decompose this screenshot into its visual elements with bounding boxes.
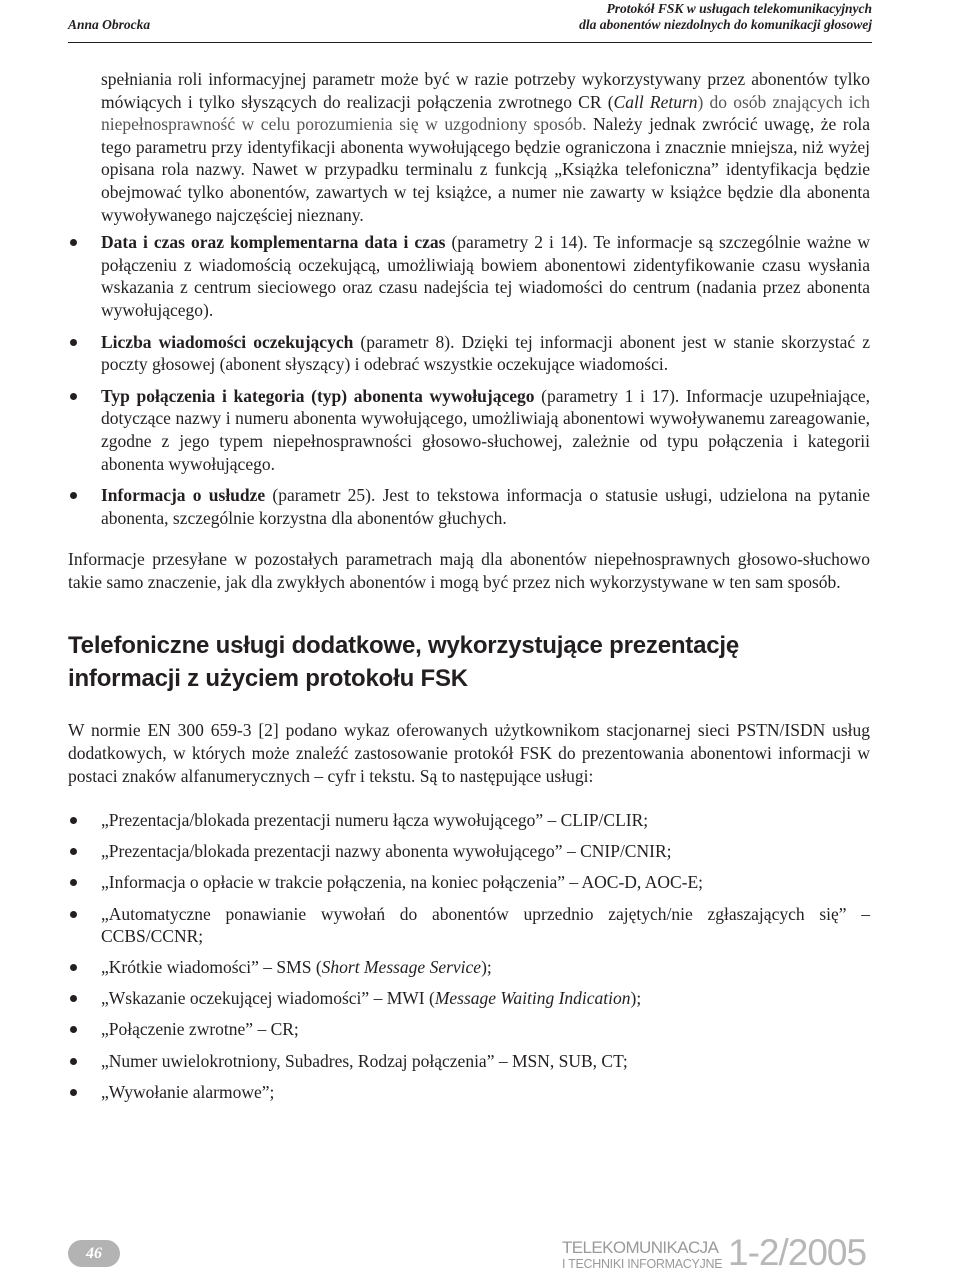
bullet-icon [70, 879, 77, 886]
list-item-text: „Automatyczne ponawianie wywołań do abonentów uprzednio zajętych/nie zgłaszających się” – CCBS/CCNR; [101, 903, 870, 947]
journal-brand [562, 1240, 722, 1272]
intro-text-1: spełniania roli informacyjnej parametr może być w razie potrzeby wykorzystywany przez abonentów tylko mówiących i tylko słyszących do realizacji połączenia zwrotnego CR ( [101, 69, 870, 112]
list-item-title: Informacja o usłudze [101, 485, 266, 506]
section-paragraph: W normie EN 300 659-3 [2] podano wykaz oferowanych użytkownikom stacjonarnej sieci PSTN/ISDN usług dodatkowych, w których może znaleźć zastosowanie protokół FSK do prezentowania abonentowi informacji w postaci znaków alfanumerycznych – cyfr i tekstu. Są to następujące usługi: [68, 720, 870, 786]
bullet-icon [70, 911, 77, 918]
list-item [68, 987, 870, 1010]
list-item-italic: Short Message Service [321, 957, 482, 978]
section-heading-line1: Telefoniczne usługi dodatkowe, wykorzystujące prezentację [68, 632, 740, 660]
list-item [68, 1050, 870, 1073]
summary-paragraph: Informacje przesyłane w pozostałych parametrach mają dla abonentów niepełnosprawnych głosowo-słuchowo takie samo znaczenie, jak dla zwykłych abonentów i mogą być przez nich wykorzystywane w ten sam sposób. [68, 549, 870, 592]
page-number: 46 [68, 1240, 120, 1267]
bullet-icon [70, 995, 77, 1002]
list-item-title: Data i czas oraz komplementarna data i czas [101, 232, 446, 253]
list-item-after: ); [630, 988, 642, 1009]
list-item-after: ); [481, 957, 492, 978]
list-item-text: (parametry 2 i 14). Te informacje są szczególnie ważne w połączeniu z wiadomością oczekującą, umożliwiają bowiem abonentowi zidentyfikowanie czasu wysłania wskazania z centrum sieciowego oraz czasu nadejścia tej wiadomości do centrum (nadania przez abonenta wywołującego). [101, 232, 870, 320]
bullet-icon [70, 1058, 77, 1065]
bullet-icon [70, 964, 77, 971]
intro-text-gray: ) do osób znających ich niepełnosprawność w celu porozumienia się w uzgodniony sposób. [101, 91, 871, 135]
list-item [68, 871, 870, 894]
bullet-icon [70, 1026, 77, 1033]
header-title-line2: dla abonentów niezdolnych do komunikacji głosowej [579, 16, 872, 32]
list-item-text: (parametr 8). Dzięki tej informacji abonent jest w stanie skorzystać z poczty głosowej (abonent słyszący) i odebrać wszystkie oczekujące wiadomości. [101, 331, 870, 375]
list-item-text: „Wywołanie alarmowe”; [101, 1081, 275, 1102]
section-heading [68, 629, 870, 695]
bullet-icon [70, 239, 77, 246]
list-item [68, 956, 870, 979]
services-list [68, 809, 870, 1103]
list-item [68, 231, 870, 321]
journal-issue: 1-2/2005 [728, 1232, 867, 1273]
intro-paragraph [68, 68, 870, 226]
header-title-line1: Protokół FSK w usługach telekomunikacyjnych [606, 1, 872, 16]
list-item-italic: Message Waiting Indication [434, 988, 631, 1009]
header-title [579, 1, 872, 32]
bullet-icon [70, 492, 77, 499]
list-item-title: Liczba wiadomości oczekujących [101, 331, 354, 352]
journal-brand-line2: I TECHNIKI INFORMACYJNE [562, 1257, 723, 1271]
bullet-icon [70, 393, 77, 400]
list-item-text: „Krótkie wiadomości” – SMS ( [101, 957, 322, 978]
list-item [68, 484, 870, 529]
bullet-icon [70, 848, 77, 855]
journal-brand-line1: TELEKOMUNIKACJA [562, 1238, 719, 1257]
header-author: Anna Obrocka [68, 17, 151, 32]
section-heading-line2: informacji z użyciem protokołu FSK [68, 665, 468, 693]
list-item [68, 1018, 870, 1041]
list-item [68, 331, 870, 376]
parameter-list [68, 231, 870, 529]
list-item-text: (parametr 25). Jest to tekstowa informacja o statusie usługi, udzielona na pytanie abonenta, szczególnie korzystna dla abonentów głuchych. [101, 485, 871, 528]
list-item [68, 840, 870, 863]
list-item-text: „Połączenie zwrotne” – CR; [101, 1019, 299, 1040]
list-item-text: „Wskazanie oczekującej wiadomości” – MWI ( [101, 988, 435, 1009]
running-head [68, 0, 872, 43]
intro-text-3: Należy jednak zwrócić uwagę, że rola tego parametru przy identyfikacji abonenta wywołującego będzie ograniczona i znacznie mniejsza, niż wyżej opisana rola nazwy. Nawet w przypadku terminalu z funkcją „Książka telefoniczna” identyfikacja będzie obejmować tylko abonentów, zawartych w tej książce, a numer nie zawarty w książce będzie dla abonenta wywoływanego najczęściej nieznany. [101, 114, 870, 225]
list-item-text: „Prezentacja/blokada prezentacji nazwy abonenta wywołującego” – CNIP/CNIR; [101, 841, 672, 862]
list-item-title: Typ połączenia i kategoria (typ) abonenta wywołującego [101, 385, 535, 406]
list-item [68, 903, 870, 948]
list-item-text: „Prezentacja/blokada prezentacji numeru łącza wywołującego” – CLIP/CLIR; [101, 810, 649, 831]
page-content [68, 68, 870, 1112]
list-item [68, 809, 870, 832]
bullet-icon [70, 817, 77, 824]
list-item-text: „Informacja o opłacie w trakcie połączenia, na koniec połączenia” – AOC-D, AOC-E; [101, 872, 704, 893]
bullet-icon [70, 1089, 77, 1096]
bullet-icon [70, 339, 77, 346]
intro-italic-call-return: Call Return [613, 91, 698, 112]
list-item-text: „Numer uwielokrotniony, Subadres, Rodzaj połączenia” – MSN, SUB, CT; [101, 1050, 628, 1071]
list-item-text: (parametry 1 i 17). Informacje uzupełniające, dotyczące nazwy i numeru abonenta wywołującego, umożliwiają abonentowi wywoływanemu zareagowanie, zgodne z jego typem niepełnosprawności głosowo-słuchowej, zależnie od typu połączenia i kategorii abonenta wywołującego. [101, 385, 870, 474]
list-item [68, 385, 870, 475]
list-item [68, 1081, 870, 1104]
